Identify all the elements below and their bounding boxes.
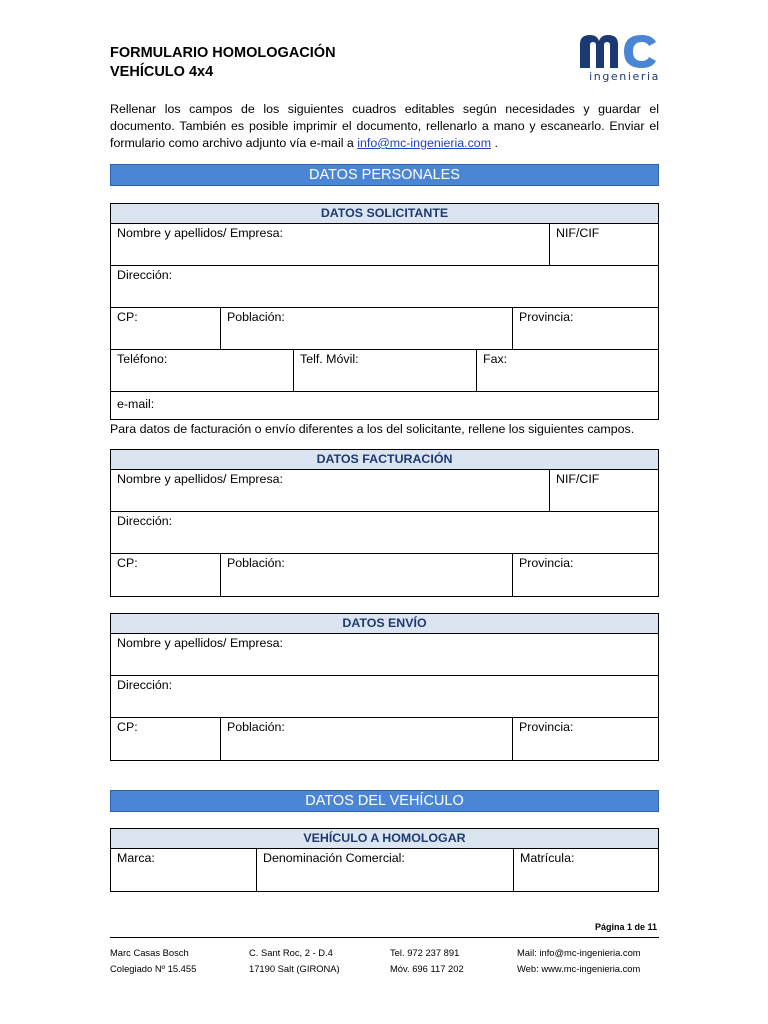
cp-field[interactable] [111, 554, 221, 596]
field-label: NIF/CIF [556, 226, 600, 240]
field-label: Población: [227, 556, 285, 570]
table-row [111, 849, 658, 891]
field-label: Teléfono: [117, 352, 168, 366]
marca-field[interactable] [111, 849, 257, 891]
nombre-field[interactable] [111, 470, 550, 511]
title-line-1: FORMULARIO HOMOLOGACIÓN [110, 45, 336, 61]
table-row [111, 470, 658, 512]
poblacion-field[interactable] [221, 308, 513, 349]
fax-field[interactable] [477, 350, 658, 391]
section-datos-personales: DATOS PERSONALES [110, 164, 659, 186]
table-row [111, 308, 658, 350]
field-label: Población: [227, 310, 285, 324]
table-row [111, 512, 658, 554]
nombre-field[interactable] [111, 224, 550, 265]
footer-web: Web: www.mc-ingenieria.com [517, 963, 641, 974]
company-logo [578, 32, 660, 88]
field-label: Dirección: [117, 268, 173, 282]
email-link[interactable]: info@mc-ingenieria.com [357, 136, 492, 150]
field-label: Matrícula: [520, 851, 575, 865]
field-label: Provincia: [519, 556, 574, 570]
footer-mail: Mail: info@mc-ingenieria.com [517, 947, 641, 958]
denominacion-field[interactable] [257, 849, 514, 891]
logo-subtitle: ingenieria [589, 70, 660, 83]
footer-address-2: 17190 Salt (GIRONA) [249, 963, 340, 974]
movil-field[interactable] [294, 350, 477, 391]
table-row [111, 634, 658, 676]
nif-field[interactable] [550, 470, 658, 511]
poblacion-field[interactable] [221, 554, 513, 596]
email-field[interactable] [111, 392, 658, 419]
provincia-field[interactable] [513, 308, 658, 349]
field-label: CP: [117, 720, 138, 734]
footer-mov: Móv. 696 117 202 [390, 963, 464, 974]
vehiculo-heading: VEHÍCULO A HOMOLOGAR [111, 829, 658, 849]
facturacion-heading: DATOS FACTURACIÓN [111, 450, 658, 470]
solicitante-box [110, 203, 659, 420]
footer-col-name [110, 945, 196, 977]
field-label: Provincia: [519, 720, 574, 734]
table-row [111, 350, 658, 392]
title-line-2: VEHÍCULO 4x4 [110, 64, 214, 80]
field-label: e-mail: [117, 397, 155, 411]
footer-col-contact [517, 945, 641, 977]
field-label: Provincia: [519, 310, 574, 324]
direccion-field[interactable] [111, 512, 658, 553]
table-row [111, 676, 658, 718]
direccion-field[interactable] [111, 266, 658, 307]
nif-field[interactable] [550, 224, 658, 265]
mc-logo-icon [578, 32, 660, 72]
telefono-field[interactable] [111, 350, 294, 391]
field-label: NIF/CIF [556, 472, 600, 486]
field-label: CP: [117, 310, 138, 324]
poblacion-field[interactable] [221, 718, 513, 760]
intro-text: Rellenar los campos de los siguientes cuadros editables según necesidades y guardar el documento. También es posible imprimir el documento, rellenarlo a mano y escanearlo. Enviar el formulario como archivo adjunto vía e-mail a [110, 102, 659, 150]
field-label: CP: [117, 556, 138, 570]
field-label: Denominación Comercial: [263, 851, 405, 865]
envio-heading: DATOS ENVÍO [111, 614, 658, 634]
solicitante-heading: DATOS SOLICITANTE [111, 204, 658, 224]
table-row [111, 718, 658, 760]
vehiculo-box [110, 828, 659, 892]
table-row [111, 554, 658, 596]
page-number: Página 1 de 11 [594, 922, 657, 932]
direccion-field[interactable] [111, 676, 658, 717]
footer-address-1: C. Sant Roc, 2 - D.4 [249, 947, 333, 958]
field-label: Población: [227, 720, 285, 734]
footer-divider [110, 937, 659, 938]
table-row [111, 392, 658, 419]
field-label: Nombre y apellidos/ Empresa: [117, 472, 283, 486]
provincia-field[interactable] [513, 718, 658, 760]
footer-name: Marc Casas Bosch [110, 947, 189, 958]
provincia-field[interactable] [513, 554, 658, 596]
field-label: Fax: [483, 352, 508, 366]
matricula-field[interactable] [514, 849, 658, 891]
cp-field[interactable] [111, 308, 221, 349]
field-label: Marca: [117, 851, 155, 865]
field-label: Nombre y apellidos/ Empresa: [117, 226, 283, 240]
document-title [110, 44, 336, 82]
billing-note: Para datos de facturación o envío diferentes a los del solicitante, rellene los siguientes campos. [110, 422, 635, 436]
footer-colegiado: Colegiado Nº 15.455 [110, 963, 197, 974]
field-label: Nombre y apellidos/ Empresa: [117, 636, 283, 650]
section-datos-vehiculo: DATOS DEL VEHÍCULO [110, 790, 659, 812]
field-label: Dirección: [117, 514, 173, 528]
footer-col-phone [390, 945, 464, 977]
table-row [111, 224, 658, 266]
envio-box [110, 613, 659, 761]
footer-col-address [249, 945, 340, 977]
cp-field[interactable] [111, 718, 221, 760]
facturacion-box [110, 449, 659, 597]
footer-tel: Tel. 972 237 891 [390, 947, 460, 958]
field-label: Telf. Móvil: [300, 352, 359, 366]
intro-suffix: . [491, 136, 498, 150]
nombre-field[interactable] [111, 634, 658, 675]
field-label: Dirección: [117, 678, 173, 692]
intro-paragraph [110, 101, 659, 152]
table-row [111, 266, 658, 308]
